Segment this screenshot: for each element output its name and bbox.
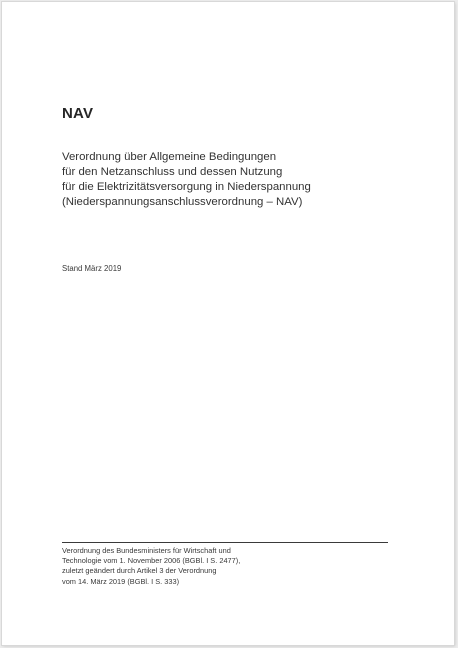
subtitle-line: für den Netzanschluss und dessen Nutzung xyxy=(62,166,283,178)
subtitle-line: (Niederspannungsanschlussverordnung – NAV) xyxy=(62,196,303,208)
footnote-line: Technologie vom 1. November 2006 (BGBl. I S. 2477), xyxy=(62,556,241,566)
footnote xyxy=(62,546,240,587)
document-title: NAV xyxy=(62,105,94,122)
footnote-line: Verordnung des Bundesministers für Wirtschaft und xyxy=(62,546,231,555)
document-subtitle xyxy=(62,150,311,210)
subtitle-line: Verordnung über Allgemeine Bedingungen xyxy=(62,151,277,163)
footnote-line: vom 14. März 2019 (BGBl. I S. 333) xyxy=(62,576,180,586)
subtitle-line: für die Elektrizitätsversorgung in Niederspannung xyxy=(62,181,311,193)
footnote-divider xyxy=(62,542,388,543)
document-page xyxy=(2,2,454,645)
status-date: Stand März 2019 xyxy=(62,264,122,273)
footnote-line: zuletzt geändert durch Artikel 3 der Verordnung xyxy=(62,566,217,576)
